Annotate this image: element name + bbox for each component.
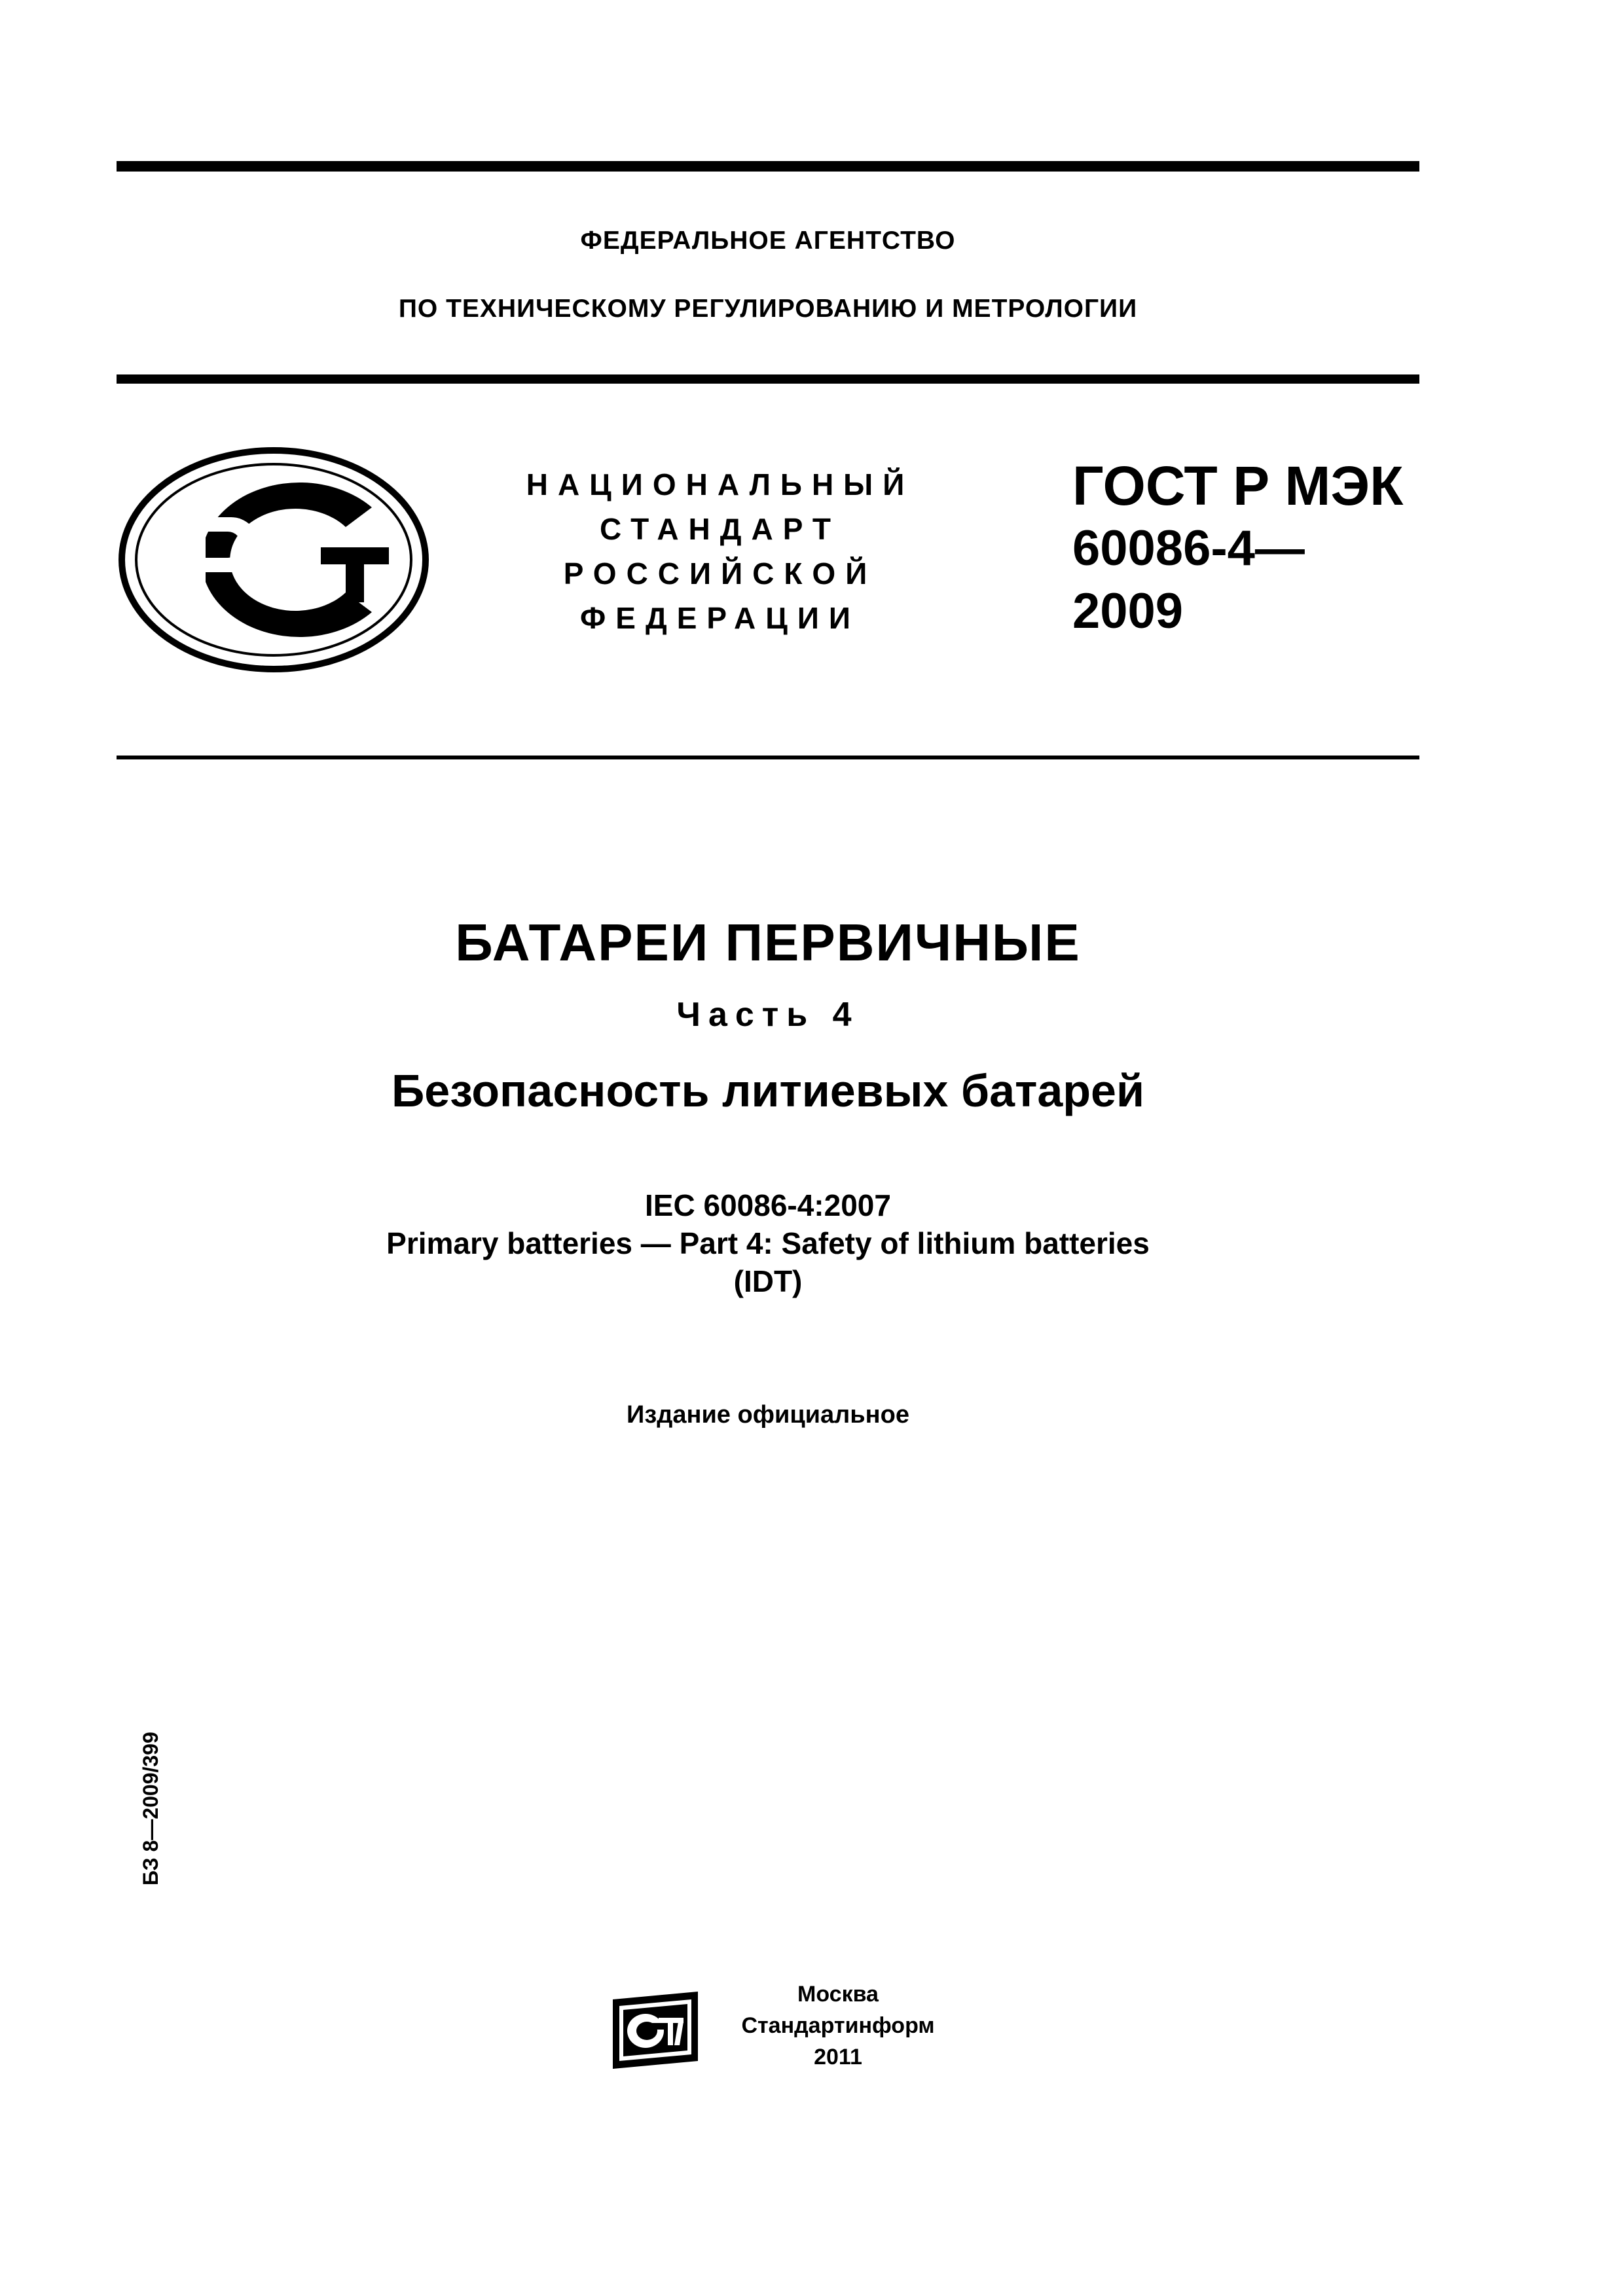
agency-name-line-1: ФЕДЕРАЛЬНОЕ АГЕНТСТВО	[580, 227, 956, 255]
gost-designation	[1072, 454, 1413, 643]
national-line-3: РОССИЙСКОЙ	[563, 556, 877, 591]
standartinform-logo-icon	[606, 1989, 704, 2071]
part-label: Часть 4	[676, 996, 860, 1034]
middle-rule	[117, 374, 1419, 384]
agency-name-line-2: ПО ТЕХНИЧЕСКОМУ РЕГУЛИРОВАНИЮ И МЕТРОЛОГИИ	[398, 295, 1138, 323]
publisher-name: Стандартинформ	[741, 2013, 935, 2038]
publisher-block	[720, 1978, 956, 2073]
iec-english-title: Primary batteries — Part 4: Safety of lithium batteries	[386, 1226, 1150, 1260]
top-rule	[117, 161, 1419, 172]
edition-note: Издание официальное	[627, 1401, 909, 1429]
iec-reference: IEC 60086-4:2007	[645, 1188, 891, 1222]
iec-degree: (IDT)	[733, 1264, 803, 1298]
national-standard-heading	[504, 462, 936, 640]
gost-line-3: 2009	[1072, 583, 1184, 639]
national-line-2: СТАНДАРТ	[600, 512, 841, 546]
gost-line-2: 60086-4—	[1072, 520, 1305, 576]
publisher-city: Москва	[797, 1982, 879, 2007]
lower-rule	[117, 756, 1419, 759]
side-registration-code: БЗ 8—2009/399	[139, 1732, 162, 1886]
gost-line-1: ГОСТ Р МЭК	[1072, 455, 1404, 517]
document-subtitle: Безопасность литиевых батарей	[391, 1065, 1145, 1116]
iec-reference-block	[117, 1186, 1419, 1300]
rst-conformity-mark-icon	[117, 445, 431, 674]
document-title: БАТАРЕИ ПЕРВИЧНЫЕ	[455, 913, 1081, 972]
national-line-1: НАЦИОНАЛЬНЫЙ	[526, 467, 915, 501]
national-line-4: ФЕДЕРАЦИИ	[580, 601, 860, 635]
publisher-year: 2011	[814, 2045, 862, 2069]
